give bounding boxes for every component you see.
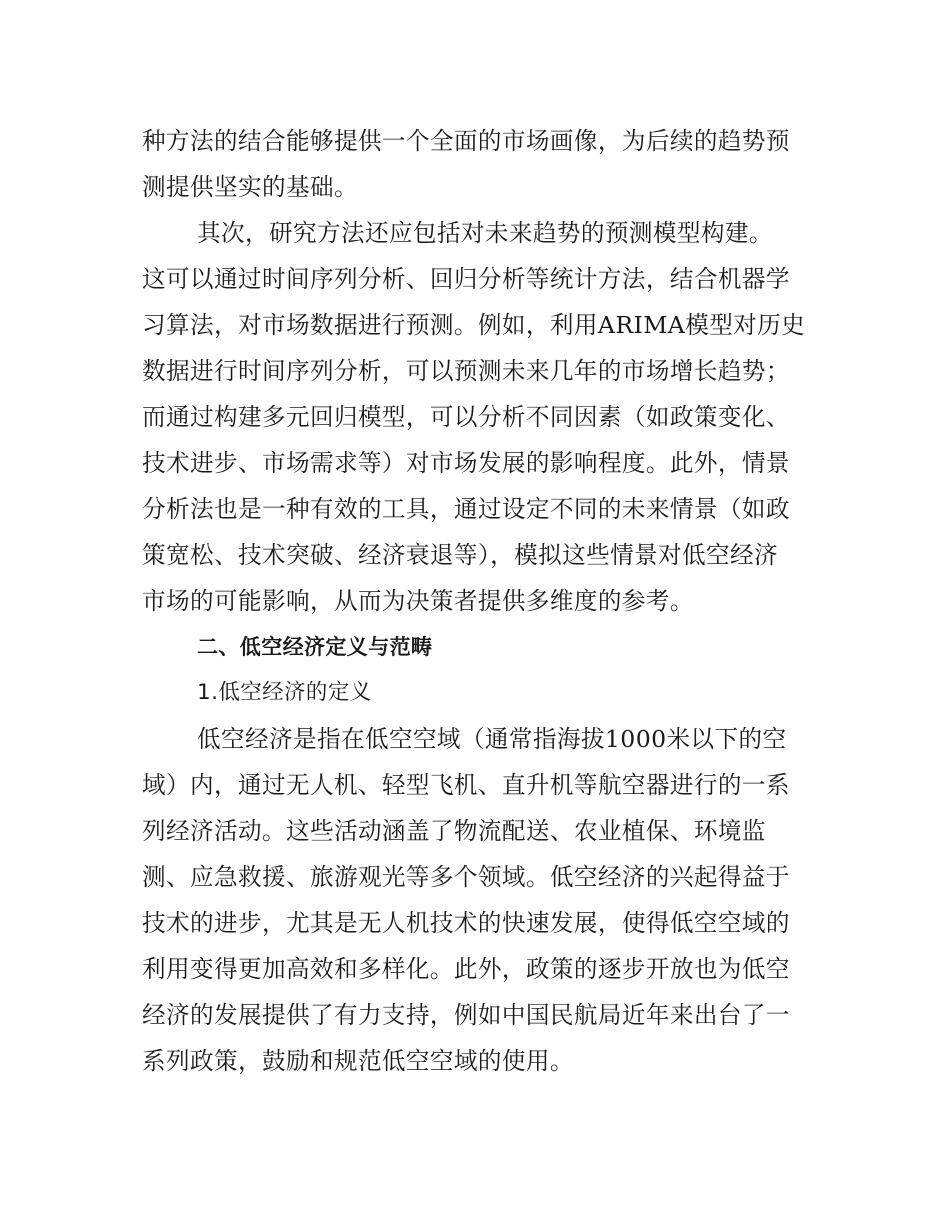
body-text-line: 经济的发展提供了有力支持，例如中国民航局近年来出台了一 [142,1001,790,1029]
body-text-line: 技术进步、市场需求等）对市场发展的影响程度。此外，情景 [142,449,790,477]
body-text-line: 策宽松、技术突破、经济衰退等），模拟这些情景对低空经济 [142,541,779,569]
body-text-line: 测、应急救援、旅游观光等多个领域。低空经济的兴起得益于 [142,863,790,891]
body-text-line: 市场的可能影响，从而为决策者提供多维度的参考。 [142,587,694,615]
body-text-line: 系列政策，鼓励和规范低空空域的使用。 [142,1047,574,1075]
body-text-line: 种方法的结合能够提供一个全面的市场画像，为后续的趋势预 [142,127,790,155]
body-text-line: 而通过构建多元回归模型，可以分析不同因素（如政策变化、 [142,403,790,431]
body-text-line: 习算法，对市场数据进行预测。例如，利用ARIMA模型对历史 [142,311,806,339]
body-text-line: 这可以通过时间序列分析、回归分析等统计方法，结合机器学 [142,265,790,293]
section-heading: 二、低空经济定义与范畴 [197,635,433,659]
body-text-line: 技术的进步，尤其是无人机技术的快速发展，使得低空空域的 [142,909,790,937]
body-text-line: 数据进行时间序列分析，可以预测未来几年的市场增长趋势； [142,357,790,385]
body-text-line: 分析法也是一种有效的工具，通过设定不同的未来情景（如政 [142,495,790,523]
body-text-line: 其次，研究方法还应包括对未来趋势的预测模型构建。 [197,219,773,247]
subsection-heading: 1.低空经济的定义 [197,680,372,705]
body-text-line: 测提供坚实的基础。 [142,173,358,201]
body-text-line: 列经济活动。这些活动涵盖了物流配送、农业植保、环境监 [142,817,766,845]
body-text-line: 域）内，通过无人机、轻型飞机、直升机等航空器进行的一系 [142,771,790,799]
body-text-line: 低空经济是指在低空空域（通常指海拔1000米以下的空 [197,725,787,753]
body-text-line: 利用变得更加高效和多样化。此外，政策的逐步开放也为低空 [142,955,790,983]
